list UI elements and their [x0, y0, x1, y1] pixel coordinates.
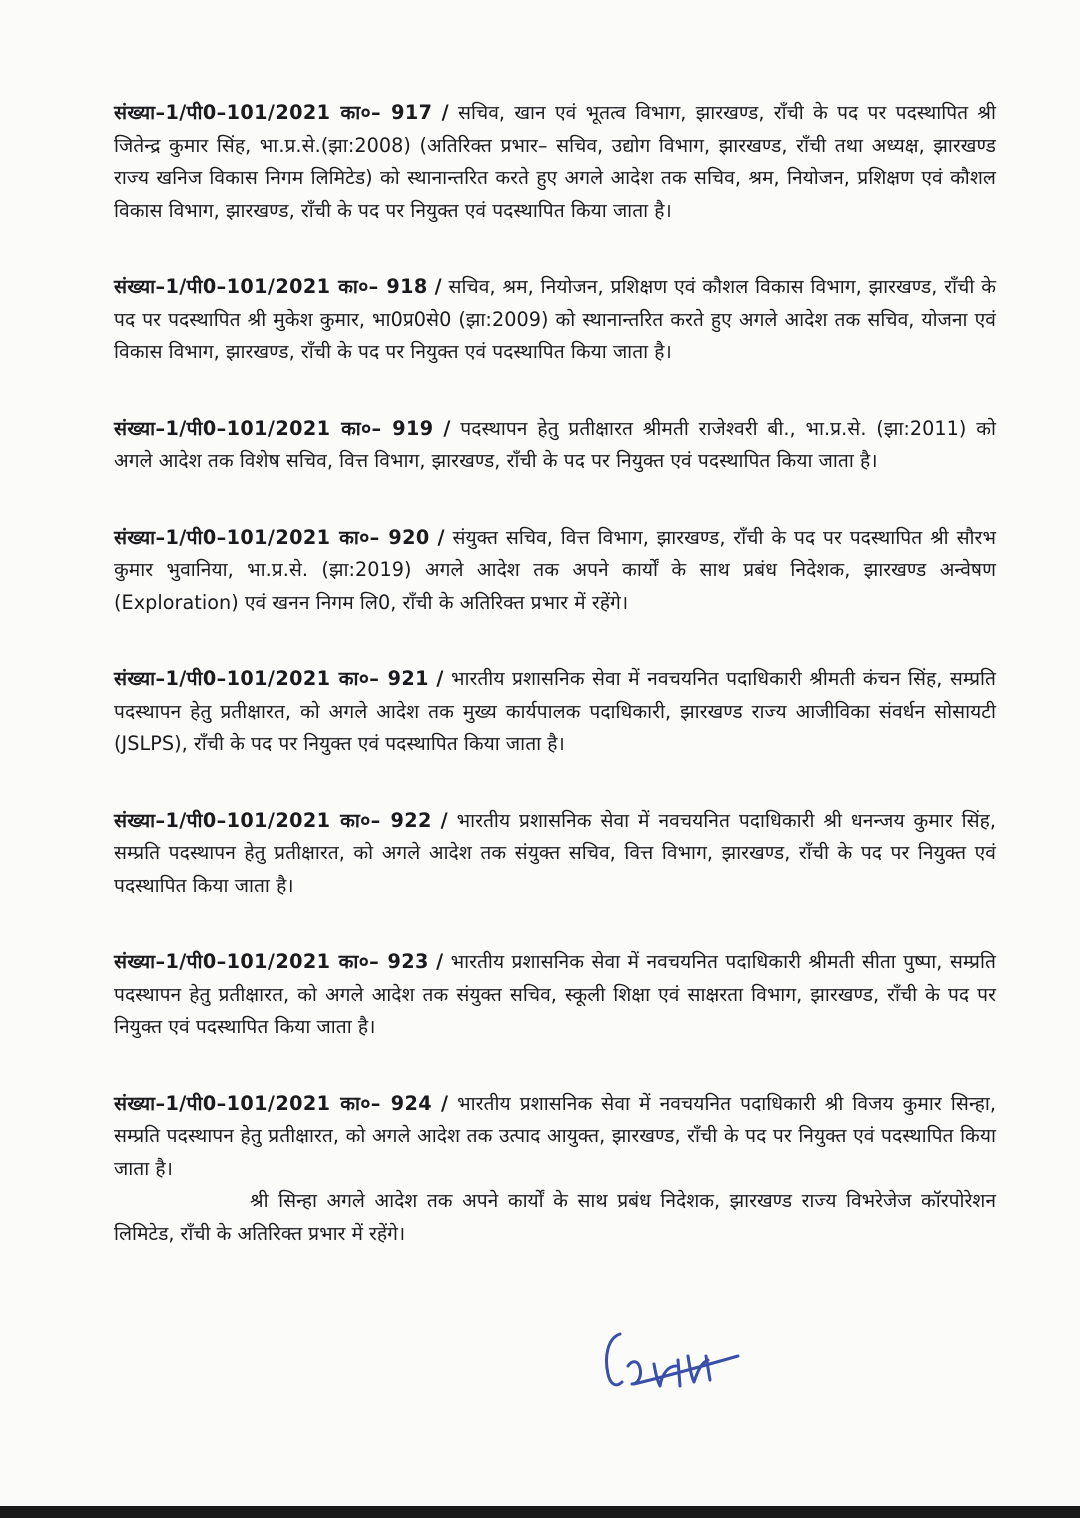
order-text: भारतीय प्रशासनिक सेवा में नवचयनित पदाधिकारी श्री विजय कुमार सिन्हा, सम्प्रति पदस्थापन हेतु प्रतीक्षारत, को अगले आदेश तक उत्पाद आयुक्त, झारखण्ड, राँची के पद पर नियुक्त एवं पदस्थापित किया जाता है।	[114, 1091, 996, 1180]
order-separator: /	[437, 525, 445, 549]
order-923	[114, 946, 996, 1044]
order-text: पदस्थापन हेतु प्रतीक्षारत श्रीमती राजेश्वरी बी., भा.प्र.से. (झा:2011) को अगले आदेश तक विशेष सचिव, वित्त विभाग, झारखण्ड, राँची के पद पर नियुक्त एवं पदस्थापित किया जाता है।	[114, 416, 996, 472]
order-separator: /	[440, 808, 448, 832]
order-text: सचिव, श्रम, नियोजन, प्रशिक्षण एवं कौशल विकास विभाग, झारखण्ड, राँची के पद पर पदस्थापित श्री मुकेश कुमार, भा0प्र0से0 (झा:2009) को स्थानान्तरित करते हुए अगले आदेश तक सचिव, योजना एवं विकास विभाग, झारखण्ड, राँची के पद पर नियुक्त एवं पदस्थापित किया जाता है।	[114, 275, 997, 363]
order-number: संख्या–1/पी0–101/2021 का०– 919	[114, 416, 434, 440]
signature-stroke	[607, 1334, 623, 1385]
order-separator: /	[436, 667, 444, 690]
bottom-edge	[0, 1506, 1080, 1518]
order-separator: /	[434, 275, 442, 298]
order-text: भारतीय प्रशासनिक सेवा में नवचयनित पदाधिकारी श्री धनन्जय कुमार सिंह, सम्प्रति पदस्थापन हेतु प्रतीक्षारत, को अगले आदेश तक संयुक्त सचिव, वित्त विभाग, झारखण्ड, राँची के पद पर नियुक्त एवं पदस्थापित किया जाता है।	[114, 808, 996, 897]
order-922	[114, 805, 996, 903]
order-number: संख्या–1/पी0–101/2021 का०– 917	[114, 101, 433, 124]
order-918	[114, 271, 996, 369]
order-number: संख्या–1/पी0–101/2021 का०– 918	[114, 275, 428, 298]
order-number: संख्या–1/पी0–101/2021 का०– 923	[114, 950, 429, 973]
order-number: संख्या–1/पी0–101/2021 का०– 924	[114, 1091, 432, 1115]
order-924-additional-charge: श्री सिन्हा अगले आदेश तक अपने कार्यों के साथ प्रबंध निदेशक, झारखण्ड राज्य विभरेजेज कॉरपोरेशन लिमिटेड, राँची के अतिरिक्त प्रभार में रहेंगे।	[114, 1189, 996, 1245]
order-text: संयुक्त सचिव, वित्त विभाग, झारखण्ड, राँची के पद पर पदस्थापित श्री सौरभ कुमार भुवानिया, भा.प्र.से. (झा:2019) अगले आदेश तक अपने कार्यों के साथ प्रबंध निदेशक, झारखण्ड अन्वेषण (Exploration) एवं खनन निगम लि0, राँची के अतिरिक्त प्रभार में रहेंगे।	[114, 525, 996, 614]
signature-stroke	[634, 1356, 738, 1384]
order-separator: /	[436, 950, 444, 973]
order-text: सचिव, खान एवं भूतत्व विभाग, झारखण्ड, राँची के पद पर पदस्थापित श्री जितेन्द्र कुमार सिंह, भा.प्र.से.(झा:2008) (अतिरिक्त प्रभार– सचिव, उद्योग विभाग, झारखण्ड, राँची तथा अध्यक्ष, झारखण्ड राज्य खनिज विकास निगम लिमिटेड) को स्थानान्तरित करते हुए अगले आदेश तक सचिव, श्रम, नियोजन, प्रशिक्षण एवं कौशल विकास विभाग, झारखण्ड, राँची के पद पर नियुक्त एवं पदस्थापित किया जाता है।	[114, 101, 996, 222]
order-917	[114, 97, 996, 227]
order-number: संख्या–1/पी0–101/2021 का०– 921	[114, 667, 429, 690]
signature	[598, 1326, 748, 1426]
order-924	[114, 1088, 996, 1186]
order-text: भारतीय प्रशासनिक सेवा में नवचयनित पदाधिकारी श्रीमती सीता पुष्पा, सम्प्रति पदस्थापन हेतु प्रतीक्षारत, को अगले आदेश तक संयुक्त सचिव, स्कूली शिक्षा एवं साक्षरता विभाग, झारखण्ड, राँची के पद पर नियुक्त एवं पदस्थापित किया जाता है।	[114, 950, 996, 1038]
order-number: संख्या–1/पी0–101/2021 का०– 920	[114, 525, 430, 549]
signature-stroke	[688, 1356, 708, 1382]
order-920	[114, 522, 996, 620]
order-separator: /	[441, 1091, 449, 1115]
signature-stroke	[628, 1362, 641, 1384]
order-text: भारतीय प्रशासनिक सेवा में नवचयनित पदाधिकारी श्रीमती कंचन सिंह, सम्प्रति पदस्थापन हेतु प्रतीक्षारत, को अगले आदेश तक मुख्य कार्यपालक पदाधिकारी, झारखण्ड राज्य आजीविका संवर्धन सोसायटी (JSLPS), राँची के पद पर नियुक्त एवं पदस्थापित किया जाता है।	[114, 667, 996, 755]
order-separator: /	[443, 416, 451, 440]
order-separator: /	[441, 101, 449, 124]
order-number: संख्या–1/पी0–101/2021 का०– 922	[114, 808, 432, 832]
order-921	[114, 663, 996, 761]
order-919	[114, 413, 996, 478]
signature-stroke	[678, 1360, 680, 1386]
